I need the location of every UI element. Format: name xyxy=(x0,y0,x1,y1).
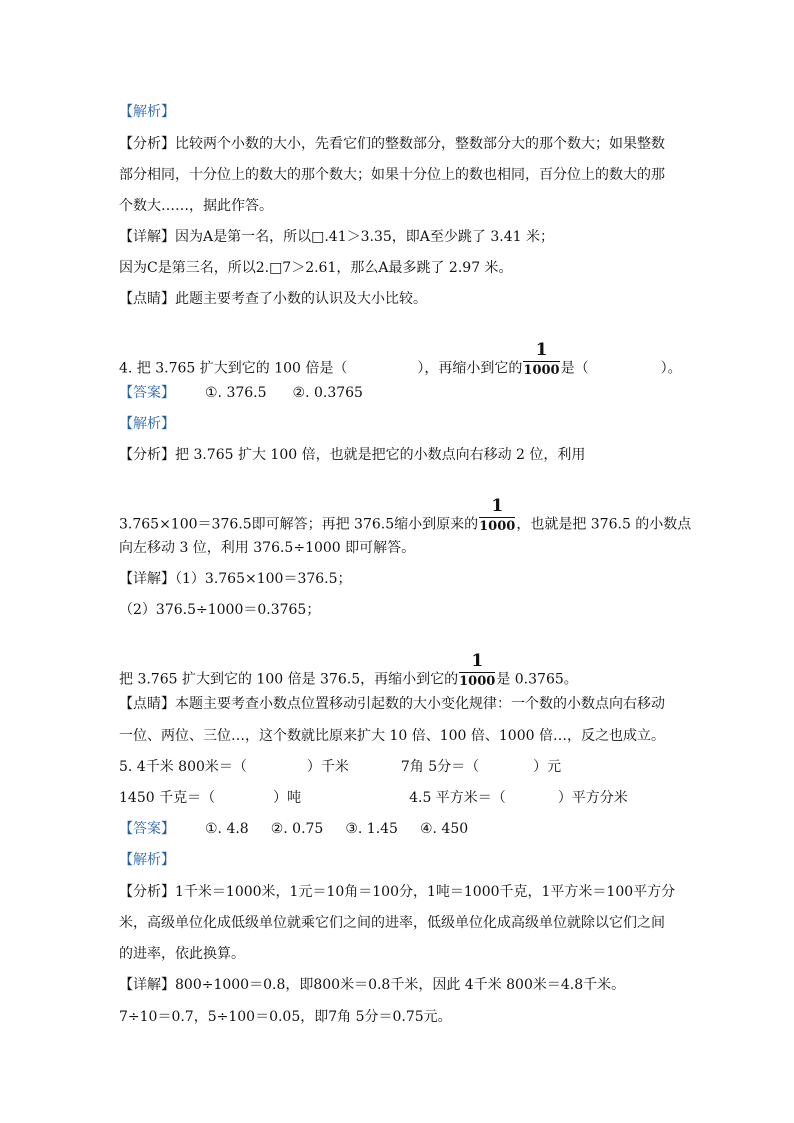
analysis-heading-1 xyxy=(119,102,175,122)
xiangjie-text: 把 3.765 扩大到它的 100 倍是 376.5，再缩小到它的 xyxy=(119,671,459,688)
dianjing-tag: 【点睛】 xyxy=(119,291,175,307)
q4-dianjing-line-1 xyxy=(119,694,665,714)
fraction-denominator: 1000 xyxy=(523,363,560,378)
xiangjie-tag: 【详解】 xyxy=(119,229,175,245)
answer-tag: 【答案】 xyxy=(119,821,175,837)
xiangjie-line-2 xyxy=(119,258,513,278)
fenxi-line-3 xyxy=(119,196,273,216)
fenxi-tag: 【分析】 xyxy=(119,136,175,152)
q5-stem-part: 1450 千克＝（ xyxy=(119,790,216,806)
fenxi-text: ，也就是把 376.5 的小数点 xyxy=(516,516,692,533)
fraction-denominator: 1000 xyxy=(479,519,516,534)
q5-fenxi-line-3 xyxy=(119,944,245,964)
q4-analysis-heading xyxy=(119,414,175,434)
q5-stem-part: ）吨 xyxy=(273,790,302,806)
fenxi-text: 的进率，依此换算。 xyxy=(119,946,245,962)
dianjing-text: 此题主要考查了小数的认识及大小比较。 xyxy=(175,291,427,307)
xiangjie-tag: 【详解】 xyxy=(119,571,175,587)
dianjing-text: 本题主要考查小数点位置移动引起数的大小变化规律：一个数的小数点向右移动 xyxy=(175,696,665,712)
xiangjie-text: 因为A是第一名，所以□.41＞3.35，即A至少跳了 3.41 米； xyxy=(175,229,554,245)
fraction-1-1000 xyxy=(479,498,515,533)
q4-fenxi-line-1 xyxy=(119,445,585,465)
xiangjie-text: （2）376.5÷1000＝0.3765； xyxy=(119,602,321,618)
xiangjie-text: （1）3.765×100＝376.5； xyxy=(175,571,352,587)
fraction-denominator: 1000 xyxy=(459,674,496,689)
answer-item: ②. 0.75 xyxy=(270,821,324,837)
fenxi-text: 比较两个小数的大小，先看它们的整数部分，整数部分大的那个数大；如果整数 xyxy=(175,136,665,152)
analysis-tag: 【解析】 xyxy=(119,416,175,432)
xiangjie-line-1 xyxy=(119,227,554,247)
q4-fenxi-line-2 xyxy=(119,496,692,534)
q5-stem-row-1 xyxy=(119,757,561,777)
q5-stem-part: 5. 4千米 800米＝（ xyxy=(119,759,247,775)
fenxi-text: 1千米＝1000米，1元＝10角＝100分，1吨＝1000千克，1平方米＝100平方分 xyxy=(175,884,676,900)
q5-analysis-heading xyxy=(119,850,175,870)
q4-stem-part: ）。 xyxy=(660,360,682,377)
q4-xiangjie-line-3 xyxy=(119,651,578,689)
fenxi-text: 个数大……，据此作答。 xyxy=(119,198,273,214)
analysis-tag: 【解析】 xyxy=(119,104,175,120)
fenxi-line-1 xyxy=(119,134,665,154)
q4-stem-part: 是（ xyxy=(560,360,589,377)
q4-stem-part: ），再缩小到它的 xyxy=(417,360,523,377)
q4-dianjing-line-2 xyxy=(119,726,665,746)
fraction-1-1000 xyxy=(523,342,559,377)
answer-item: ④. 450 xyxy=(419,821,469,837)
answer-item: ②. 0.3765 xyxy=(292,385,363,401)
q5-stem-part: ）平方分米 xyxy=(557,790,628,806)
fraction-numerator: 1 xyxy=(471,651,484,671)
xiangjie-text: 7÷10＝0.7，5÷100＝0.05，即7角 5分＝0.75元。 xyxy=(119,1009,452,1025)
fenxi-tag: 【分析】 xyxy=(119,447,175,463)
fenxi-line-2 xyxy=(119,165,665,185)
fenxi-text: 把 3.765 扩大 100 倍，也就是把它的小数点向右移动 2 位，利用 xyxy=(175,447,586,463)
q5-fenxi-line-2 xyxy=(119,913,665,933)
answer-tag: 【答案】 xyxy=(119,385,175,401)
q5-fenxi-line-1 xyxy=(119,882,675,902)
answer-item: ①. 4.8 xyxy=(205,821,249,837)
dianjing-text: 一位、两位、三位…，这个数就比原来扩大 10 倍、100 倍、1000 倍…，反之也成立。 xyxy=(119,728,665,744)
fenxi-text: 向左移动 3 位，利用 376.5÷1000 即可解答。 xyxy=(119,540,416,556)
analysis-tag: 【解析】 xyxy=(119,852,175,868)
q5-stem-part: 4.5 平方米＝（ xyxy=(409,790,506,806)
fenxi-text: 部分相同，十分位上的数大的那个数大；如果十分位上的数也相同，百分位上的数大的那 xyxy=(119,167,665,183)
q4-xiangjie-line-2 xyxy=(119,600,320,620)
xiangjie-text: 是 0.3765。 xyxy=(496,671,578,688)
q5-xiangjie-line-1 xyxy=(119,975,625,995)
xiangjie-text: 因为C是第三名，所以2.□7＞2.61，那么A最多跳了 2.97 米。 xyxy=(119,260,513,276)
q4-answer-line xyxy=(119,383,363,403)
q4-stem-part: 4. 把 3.765 扩大到它的 100 倍是（ xyxy=(119,360,348,377)
q4-fenxi-line-3 xyxy=(119,538,415,558)
q5-stem-part: ）元 xyxy=(533,759,562,775)
q5-stem-part: ）千米 xyxy=(306,759,349,775)
answer-item: ①. 376.5 xyxy=(205,385,267,401)
q4-stem xyxy=(119,340,682,378)
xiangjie-text: 800÷1000＝0.8，即800米＝0.8千米，因此 4千米 800米＝4.8千米。 xyxy=(175,977,626,993)
answer-item: ③. 1.45 xyxy=(345,821,398,837)
q5-stem-row-2 xyxy=(119,788,628,808)
xiangjie-tag: 【详解】 xyxy=(119,977,175,993)
fraction-1-1000 xyxy=(459,653,495,688)
q5-xiangjie-line-2 xyxy=(119,1007,452,1027)
fenxi-tag: 【分析】 xyxy=(119,884,175,900)
fenxi-text: 米，高级单位化成低级单位就乘它们之间的进率，低级单位化成高级单位就除以它们之间 xyxy=(119,915,665,931)
fraction-numerator: 1 xyxy=(535,340,548,360)
q4-xiangjie-line-1 xyxy=(119,569,352,589)
dianjing-line xyxy=(119,289,427,309)
dianjing-tag: 【点睛】 xyxy=(119,696,175,712)
q5-stem-part: 7角 5分＝（ xyxy=(400,759,480,775)
fraction-numerator: 1 xyxy=(491,496,504,516)
q5-answer-line xyxy=(119,819,468,839)
fenxi-text: 3.765×100＝376.5即可解答；再把 376.5缩小到原来的 xyxy=(119,516,479,533)
